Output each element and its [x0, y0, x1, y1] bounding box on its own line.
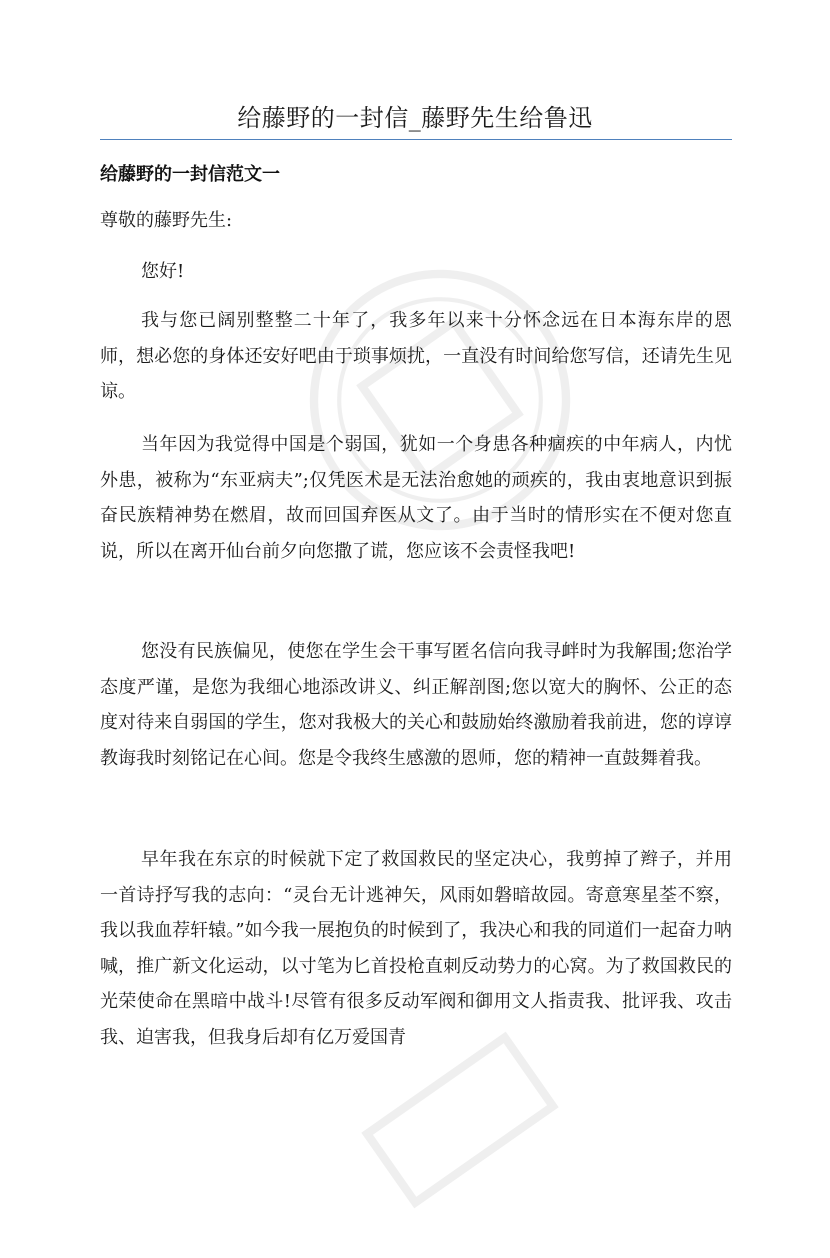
section-heading: 给藤野的一封信范文一: [100, 164, 280, 185]
letter-greeting: 您好!: [141, 261, 185, 282]
title-underline: [100, 139, 732, 140]
letter-paragraph: 早年我在东京的时候就下定了救国救民的坚定决心，我剪掉了辫子，并用一首诗抒写我的志向：“灵台无计逃神矢，风雨如磐暗故园。寄意寒星荃不察，我以我血荐轩辕。”如今我一展抱负的时候到了，我决心和我的同道们一起奋力呐喊，推广新文化运动，以寸笔为匕首投枪直刺反动势力的心窝。为了救国救民的光荣使命在黑暗中战斗!尽管有很多反动军阀和御用文人指责我、批评我、攻击我、迫害我，但我身后却有亿万爱国青: [100, 849, 732, 1048]
letter-paragraph: 我与您已阔别整整二十年了，我多年以来十分怀念远在日本海东岸的恩师，想必您的身体还安好吧由于琐事烦扰，一直没有时间给您写信，还请先生见谅。: [100, 310, 732, 402]
letter-paragraph: 当年因为我觉得中国是个弱国，犹如一个身患各种痼疾的中年病人，内忧外患，被称为“东亚病夫”;仅凭医术是无法治愈她的顽疾的，我由衷地意识到振奋民族精神势在燃眉，故而回国弃医从文了。由于当时的情形实在不便对您直说，所以在离开仙台前夕向您撒了谎，您应该不会责怪我吧!: [100, 434, 732, 562]
letter-salutation: 尊敬的藤野先生:: [100, 210, 233, 231]
letter-paragraph: 您没有民族偏见，使您在学生会干事写匿名信向我寻衅时为我解围;您治学态度严谨，是您为我细心地添改讲义、纠正解剖图;您以宽大的胸怀、公正的态度对待来自弱国的学生，您对我极大的关心和鼓励始终激励着我前进，您的谆谆教诲我时刻铭记在心间。您是令我终生感激的恩师，您的精神一直鼓舞着我。: [100, 641, 732, 769]
document-title: 给藤野的一封信_藤野先生给鲁迅: [237, 104, 593, 132]
